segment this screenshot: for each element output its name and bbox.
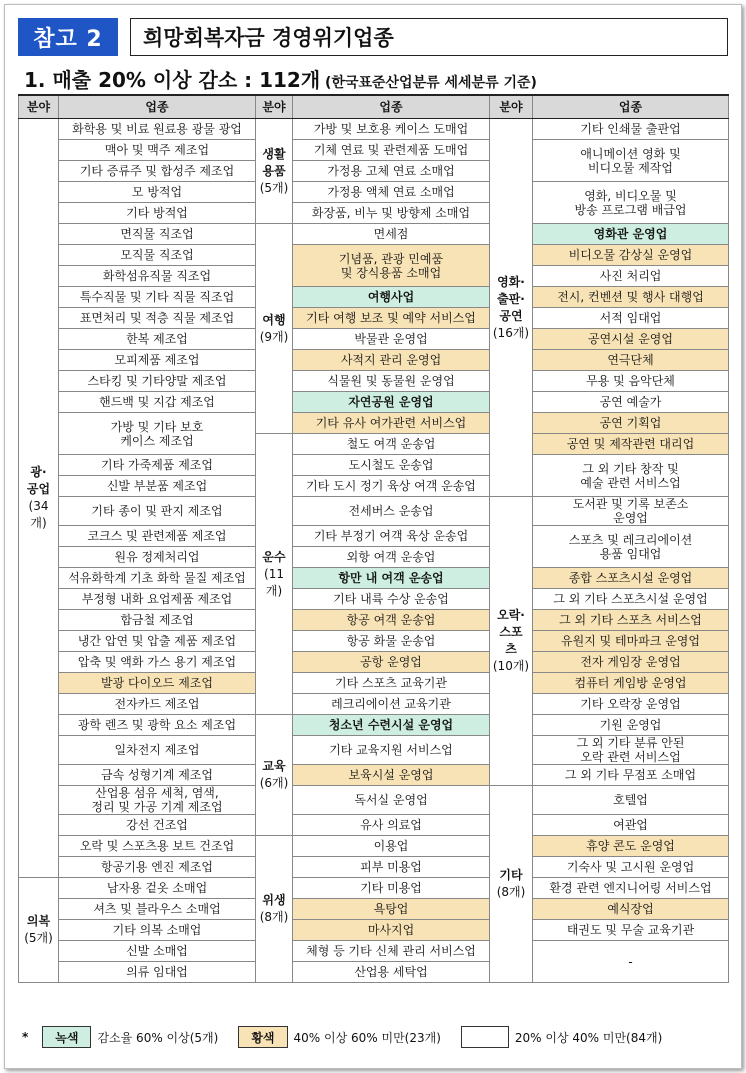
industry-cell: 합금철 제조업 [59,610,256,631]
industry-cell: 원유 정제처리업 [59,547,256,568]
subtitle-main: 1. 매출 20% 이상 감소 : 112개 [24,68,321,92]
legend-green-swatch: 녹색 [42,1026,91,1048]
category-count: (6개) [259,776,289,790]
page-title: 희망회복자금 경영위기업종 [130,18,728,56]
category-count: (9개) [259,329,289,344]
category-count: (8개) [496,885,526,899]
header-area-3: 분야 [490,95,533,119]
category-cell-mining [19,119,59,878]
legend-white-swatch [461,1026,509,1048]
industry-cell: 자연공원 운영업 [293,392,490,413]
industry-cell: 여행사업 [293,287,490,308]
header-area-2: 분야 [256,95,293,119]
industry-cell: 그 외 기타 창작 및 예술 관련 서비스업 [533,455,729,497]
industry-cell: 스포츠 및 레크리에이션 용품 임대업 [533,526,729,568]
industry-cell: 기타 인쇄물 출판업 [533,119,729,140]
legend [22,1024,722,1050]
industry-cell: 외항 여객 운송업 [293,547,490,568]
industry-cell: 청소년 수련시설 운영업 [293,715,490,736]
industry-cell: 유사 의료업 [293,815,490,836]
industry-cell: 항공 여객 운송업 [293,610,490,631]
category-name: 여행 [262,312,286,327]
table-row [19,224,729,245]
industry-cell: - [533,941,729,983]
industry-cell: 공연시설 운영업 [533,329,729,350]
category-name: 오락· 스포 츠 [497,608,525,656]
category-cell-media [490,119,533,497]
industry-cell: 기념품, 관광 민예품 및 장식용품 소매업 [293,245,490,287]
industry-cell: 전시, 컨벤션 및 행사 대행업 [533,287,729,308]
table-row [19,589,729,610]
header-industry-1: 업종 [59,95,256,119]
industry-cell: 신발 소매업 [59,941,256,962]
industry-cell: 영화관 운영업 [533,224,729,245]
industry-cell: 식물원 및 동물원 운영업 [293,371,490,392]
industry-cell: 산업용 세탁업 [293,962,490,983]
industry-cell: 맥아 및 맥주 제조업 [59,140,256,161]
industry-cell: 공항 운영업 [293,652,490,673]
table-row [19,941,729,962]
reference-badge: 참고 2 [18,18,118,56]
industry-cell: 의류 임대업 [59,962,256,983]
table-row [19,413,729,434]
industry-cell: 예식장업 [533,899,729,920]
category-count: (8개) [259,910,289,924]
industry-cell: 신발 부분품 제조업 [59,476,256,497]
industry-cell: 공연 예술가 [533,392,729,413]
industry-cell: 피부 미용업 [293,857,490,878]
category-name: 생활 용품 [262,146,286,178]
table-row [19,878,729,899]
table-row [19,673,729,694]
industry-cell: 핸드백 및 지갑 제조업 [59,392,256,413]
category-cell-etc [490,786,533,983]
table-row [19,631,729,652]
section-subtitle [24,64,537,93]
industry-cell: 면세점 [293,224,490,245]
industry-cell: 그 외 기타 무점포 소매업 [533,765,729,786]
industry-cell: 유원지 및 테마파크 운영업 [533,631,729,652]
category-name: 위생 [262,893,286,907]
industry-cell: 마사지업 [293,920,490,941]
table-row [19,287,729,308]
industry-cell: 오락 및 스포츠용 보트 건조업 [59,836,256,857]
category-cell-hygiene [256,836,293,983]
table-header-row [19,95,729,119]
industry-cell: 보육시설 운영업 [293,765,490,786]
industry-cell: 한복 제조업 [59,329,256,350]
industry-cell: 사적지 관리 운영업 [293,350,490,371]
industry-cell: 애니메이션 영화 및 비디오물 제작업 [533,140,729,182]
industry-cell: 모피제품 제조업 [59,350,256,371]
industry-cell: 발광 다이오드 제조업 [59,673,256,694]
category-count: (34개) [28,499,49,530]
industry-cell: 영화, 비디오물 및 방송 프로그램 배급업 [533,182,729,224]
industry-cell: 산업용 섬유 세척, 염색, 정리 및 가공 기계 제조업 [59,786,256,815]
industry-cell: 가방 및 기타 보호 케이스 제조업 [59,413,256,455]
industry-cell: 기타 부정기 여객 육상 운송업 [293,526,490,547]
table-row [19,350,729,371]
industry-cell: 휴양 콘도 운영업 [533,836,729,857]
industry-cell: 기타 내륙 수상 운송업 [293,589,490,610]
table-row [19,371,729,392]
subtitle-note: (한국표준산업분류 세세분류 기준) [320,75,537,91]
industry-cell: 호텔업 [533,786,729,815]
category-count: (5개) [24,931,53,945]
industry-cell: 표면처리 및 적층 직물 제조업 [59,308,256,329]
industry-cell: 태권도 및 무술 교육기관 [533,920,729,941]
industry-cell: 도시철도 운송업 [293,455,490,476]
industry-cell: 화학섬유직물 직조업 [59,266,256,287]
industry-cell: 이용업 [293,836,490,857]
industry-cell: 코크스 및 관련제품 제조업 [59,526,256,547]
industry-cell: 기타 오락장 운영업 [533,694,729,715]
industry-cell: 기타 방적업 [59,203,256,224]
table-row [19,694,729,715]
header-industry-3: 업종 [533,95,729,119]
category-cell-living [256,119,293,224]
table-row [19,857,729,878]
industry-cell: 여관업 [533,815,729,836]
industry-cell: 광학 렌즈 및 광학 요소 제조업 [59,715,256,736]
industry-cell: 레크리에이션 교육기관 [293,694,490,715]
industry-cell: 환경 관련 엔지니어링 서비스업 [533,878,729,899]
category-cell-education [256,715,293,836]
industry-cell: 기타 미용업 [293,878,490,899]
category-cell-clothing [19,878,59,983]
table-row [19,329,729,350]
table-row [19,140,729,161]
industry-cell: 기타 유사 여가관련 서비스업 [293,413,490,434]
industry-cell: 강선 건조업 [59,815,256,836]
category-count: (10개) [492,659,530,673]
industry-cell: 가방 및 보호용 케이스 도매업 [293,119,490,140]
legend-yellow-swatch: 황색 [238,1026,287,1048]
industry-cell: 도서관 및 기록 보존소 운영업 [533,497,729,526]
industry-cell: 남자용 겉옷 소매업 [59,878,256,899]
category-count: (16개) [492,325,530,340]
industry-cell: 철도 여객 운송업 [293,434,490,455]
industry-cell: 기타 스포츠 교육기관 [293,673,490,694]
category-name: 기타 [499,868,523,882]
industry-cell: 그 외 기타 스포츠시설 운영업 [533,589,729,610]
industry-cell: 특수직물 및 기타 직물 직조업 [59,287,256,308]
industry-cell: 스타킹 및 기타양말 제조업 [59,371,256,392]
industry-cell: 그 외 기타 스포츠 서비스업 [533,610,729,631]
table-row [19,392,729,413]
table-row [19,455,729,476]
industry-cell: 기원 운영업 [533,715,729,736]
industry-cell: 전세버스 운송업 [293,497,490,526]
industry-cell: 욕탕업 [293,899,490,920]
table-row [19,899,729,920]
industry-cell: 연극단체 [533,350,729,371]
industry-cell: 화학용 및 비료 원료용 광물 광업 [59,119,256,140]
table-row [19,920,729,941]
category-cell-transport [256,434,293,715]
category-name: 광· 공업 [26,465,51,496]
industry-cell: 면직물 직조업 [59,224,256,245]
industry-cell: 기타 의복 소매업 [59,920,256,941]
category-count: (5개) [259,180,289,195]
industry-cell: 그 외 기타 분류 안된 오락 관련 서비스업 [533,736,729,765]
industry-cell: 무용 및 음악단체 [533,371,729,392]
industry-cell: 컴퓨터 게임방 운영업 [533,673,729,694]
category-cell-travel [256,224,293,434]
industry-cell: 종합 스포츠시설 운영업 [533,568,729,589]
industry-cell: 가정용 고체 연료 소매업 [293,161,490,182]
industry-cell: 화장품, 비누 및 방향제 소매업 [293,203,490,224]
table-row [19,836,729,857]
table-row [19,245,729,266]
industry-cell: 항공기용 엔진 제조업 [59,857,256,878]
legend-yellow-text: 40% 이상 60% 미만(23개) [293,1030,441,1045]
industry-cell: 전자카드 제조업 [59,694,256,715]
category-name: 의복 [26,914,51,928]
category-count: (11개) [264,566,284,598]
industry-cell: 압축 및 액화 가스 용기 제조업 [59,652,256,673]
table-row [19,568,729,589]
table-row [19,308,729,329]
industry-cell: 기타 종이 및 판지 제조업 [59,497,256,526]
category-name: 교육 [262,759,286,773]
table-row [19,715,729,736]
table-row [19,182,729,203]
legend-green-text: 감소율 60% 이상(5개) [97,1030,219,1045]
industry-cell: 석유화학계 기초 화학 물질 제조업 [59,568,256,589]
industry-cell: 일차전지 제조업 [59,736,256,765]
industry-cell: 독서실 운영업 [293,786,490,815]
industry-cell: 서적 임대업 [533,308,729,329]
industry-cell: 항만 내 여객 운송업 [293,568,490,589]
category-cell-leisure [490,497,533,786]
industry-table [18,94,729,983]
industry-cell: 기타 증류주 및 합성주 제조업 [59,161,256,182]
industry-cell: 기타 가죽제품 제조업 [59,455,256,476]
industry-cell: 가정용 액체 연료 소매업 [293,182,490,203]
table-row [19,815,729,836]
legend-asterisk: * [22,1030,29,1044]
industry-cell: 체형 등 기타 신체 관리 서비스업 [293,941,490,962]
industry-cell: 항공 화물 운송업 [293,631,490,652]
table-row [19,652,729,673]
industry-cell: 공연 및 제작관련 대리업 [533,434,729,455]
industry-cell: 모 방적업 [59,182,256,203]
industry-cell: 기체 연료 및 관련제품 도매업 [293,140,490,161]
industry-cell: 기숙사 및 고시원 운영업 [533,857,729,878]
industry-cell: 사진 처리업 [533,266,729,287]
industry-cell: 부정형 내화 요업제품 제조업 [59,589,256,610]
industry-cell: 냉간 압연 및 압출 제품 제조업 [59,631,256,652]
table-row [19,526,729,547]
table-row [19,119,729,140]
category-name: 운수 [262,549,286,564]
industry-cell: 금속 성형기계 제조업 [59,765,256,786]
header-industry-2: 업종 [293,95,490,119]
industry-cell: 전자 게임장 운영업 [533,652,729,673]
industry-cell: 셔츠 및 블라우스 소매업 [59,899,256,920]
industry-cell: 기타 도시 정기 육상 여객 운송업 [293,476,490,497]
industry-cell: 모직물 직조업 [59,245,256,266]
industry-cell: 기타 여행 보조 및 예약 서비스업 [293,308,490,329]
table-row [19,765,729,786]
industry-cell: 비디오물 감상실 운영업 [533,245,729,266]
header-area-1: 분야 [19,95,59,119]
table-row [19,610,729,631]
industry-cell: 기타 교육지원 서비스업 [293,736,490,765]
legend-white-text: 20% 이상 40% 미만(84개) [514,1030,663,1045]
industry-cell: 박물관 운영업 [293,329,490,350]
industry-cell: 공연 기획업 [533,413,729,434]
category-name: 영화· 출판· 공연 [497,274,525,323]
